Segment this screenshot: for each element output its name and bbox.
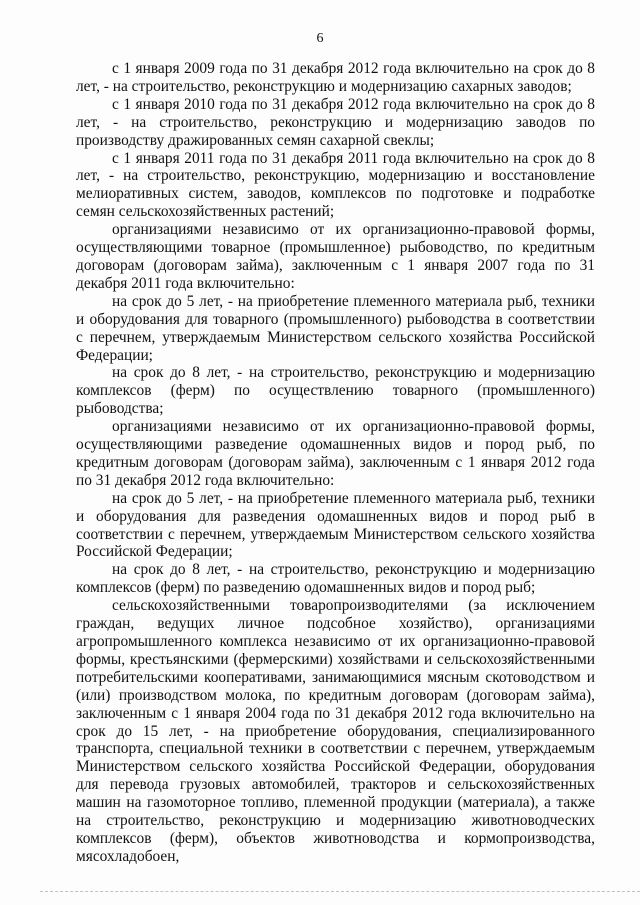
page-number: 6 — [316, 31, 324, 46]
paragraph: с 1 января 2009 года по 31 декабря 2012 года включительно на срок до 8 лет, - на строительство, реконструкцию и модернизацию сахарных заводов; — [76, 60, 595, 95]
scan-edge-line — [40, 891, 640, 892]
paragraph: с 1 января 2010 года по 31 декабря 2012 года включительно на срок до 8 лет, - на строительство, реконструкцию и модернизацию заводов по производству дражированных семян сахарной свеклы; — [76, 95, 595, 149]
paragraph: с 1 января 2011 года по 31 декабря 2011 года включительно на срок до 8 лет, - на строительство, реконструкцию, модернизацию и восстановление мелиоративных систем, заводов, комплексов по подготовке и подработке семян сельскохозяйственных растений; — [76, 149, 595, 221]
paragraph: сельскохозяйственными товаропроизводителями (за исключением граждан, ведущих личное подсобное хозяйство), организациями агропромышленного комплекса независимо от их организационно-правовой формы, крестьянскими (фермерскими) хозяйствами и сельскохозяйственными потребительскими кооперативами, занимающимися мясным скотоводством и (или) производством молока, по кредитным договорам (договорам займа), заключенным с 1 января 2004 года по 31 декабря 2012 года включительно на срок до 15 лет, - на приобретение оборудования, специализированного транспорта, специальной техники в соответствии с перечнем, утверждаемым Министерством сельского хозяйства Российской Федерации, оборудования для перевода грузовых автомобилей, тракторов и сельскохозяйственных машин на газомоторное топливо, племенной продукции (материала), а также на строительство, реконструкцию и модернизацию животноводческих комплексов (ферм), объектов животноводства и кормопроизводства, мясохладобоен, — [76, 597, 595, 865]
paragraph: на срок до 8 лет, - на строительство, реконструкцию и модернизацию комплексов (ферм) по разведению одомашненных видов и пород рыб; — [76, 561, 595, 597]
document-body — [76, 60, 595, 866]
paragraph: на срок до 8 лет, - на строительство, реконструкцию и модернизацию комплексов (ферм) по осуществлению товарного (промышленного) рыбоводства; — [76, 364, 595, 418]
paragraph: организациями независимо от их организационно-правовой формы, осуществляющими разведение одомашненных видов и пород рыб, по кредитным договорам (договорам займа), заключенным с 1 января 2012 года по 31 декабря 2012 года включительно: — [76, 418, 595, 489]
paragraph: на срок до 5 лет, - на приобретение племенного материала рыб, техники и оборудования для товарного (промышленного) рыбоводства в соответствии с перечнем, утверждаемым Министерством сельского хозяйства Российской Федерации; — [76, 292, 595, 364]
paragraph: на срок до 5 лет, - на приобретение племенного материала рыб, техники и оборудования для разведения одомашненных видов и пород рыб в соответствии с перечнем, утверждаемым Министерством сельского хозяйства Российской Федерации; — [76, 489, 595, 561]
paragraph: организациями независимо от их организационно-правовой формы, осуществляющими товарное (промышленное) рыбоводство, по кредитным договорам (договорам займа), заключенным с 1 января 2007 года по 31 декабря 2011 года включительно: — [76, 221, 595, 292]
